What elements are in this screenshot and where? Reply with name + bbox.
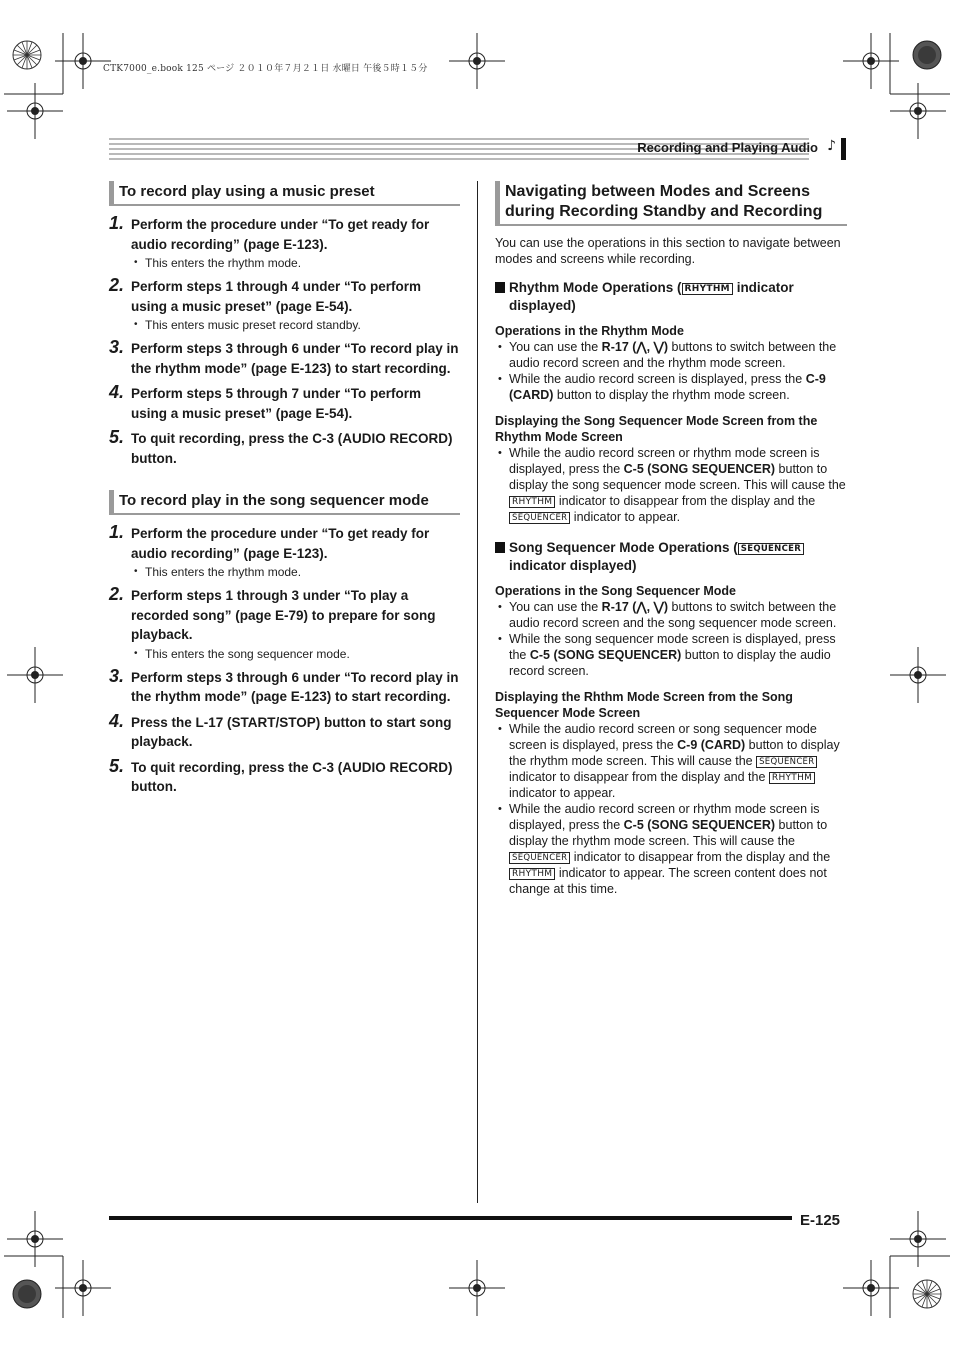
step-number: 2. — [109, 275, 125, 295]
step-text: Perform steps 3 through 6 under “To record play in the rhythm mode” (page E-123) to start recording. — [131, 669, 459, 704]
step-text: Perform the procedure under “To get ready for audio recording” (page E-123). — [131, 526, 430, 561]
subheading: Displaying the Rhthm Mode Screen from the Song Sequencer Mode Screen — [495, 690, 793, 720]
left-column — [109, 181, 460, 803]
music-note-icon: ♪ — [827, 138, 836, 154]
subsection-title: Rhythm Mode Operations ( — [509, 280, 682, 295]
step-number: 5. — [109, 755, 125, 776]
rhythm-indicator-icon: RHYTHM — [682, 283, 733, 295]
sequencer-indicator-icon: SEQUENCER — [509, 512, 570, 524]
subheading: Displaying the Song Sequencer Mode Screen from the Rhythm Mode Screen — [495, 414, 818, 444]
subheading: Operations in the Rhythm Mode — [495, 324, 684, 338]
bullet-list — [495, 339, 847, 403]
step-text: Press the L-17 (START/STOP) button to start song playback. — [131, 714, 452, 749]
button-name: R-17 (⋀, ⋁) — [601, 600, 669, 614]
song-sequencer-operations-heading — [495, 539, 847, 575]
step-text: Perform steps 1 through 4 under “To perform using a music preset” (page E-54). — [131, 279, 422, 314]
step-number: 1. — [109, 213, 125, 233]
sequencer-indicator-icon: SEQUENCER — [509, 852, 570, 864]
list-item: • While the audio record screen or rhythm mode screen is displayed, press the C-5 (SONG SEQUENCER) button to display the rhythm mode screen. This will cause the SEQUENCER indicator to disappear from the display and the RHYTHM indicator to appear. The screen content does not change at this time. — [495, 801, 847, 897]
step-number: 1. — [109, 522, 125, 542]
list-item: • You can use the R-17 (⋀, ⋁) buttons to switch between the audio record screen and the rhythm mode screen. — [495, 339, 847, 371]
footer-rule — [109, 1216, 792, 1220]
list-item: • While the audio record screen is displayed, press the C-9 (CARD) button to display the rhythm mode screen. — [495, 371, 847, 403]
step-text: Perform steps 3 through 6 under “To record play in the rhythm mode” (page E-123) to start recording. — [131, 341, 459, 376]
section-heading-music-preset: To record play using a music preset — [109, 181, 460, 206]
square-bullet-icon — [495, 282, 505, 293]
bullet-list — [495, 599, 847, 679]
step-number: 4. — [109, 710, 125, 731]
step-number: 2. — [109, 584, 125, 604]
rhythm-indicator-icon: RHYTHM — [509, 868, 555, 880]
step-number: 3. — [109, 337, 125, 357]
rhythm-mode-operations-heading — [495, 279, 847, 315]
running-header-title: Recording and Playing Audio — [637, 140, 818, 155]
step — [109, 429, 460, 468]
button-name: C-5 (SONG SEQUENCER) — [623, 462, 776, 476]
button-name: C-9 (CARD) — [677, 738, 746, 752]
button-name: C-5 (SONG SEQUENCER) — [623, 818, 776, 832]
step-note: • This enters music preset record standby. — [131, 317, 460, 333]
step — [109, 384, 460, 423]
heading-line: during Recording Standby and Recording — [505, 203, 823, 220]
step-text: To quit recording, press the C-3 (AUDIO RECORD) button. — [131, 431, 453, 466]
step — [109, 586, 460, 662]
list-item: • While the audio record screen or song sequencer mode screen is displayed, press the C-9 (CARD) button to display the rhythm mode screen. This will cause the SEQUENCER indicator to disappear from the display and the RHYTHM indicator to appear. — [495, 721, 847, 801]
heading-line: Navigating between Modes and Screens — [505, 183, 810, 200]
step — [109, 665, 460, 707]
subsection-title: Song Sequencer Mode Operations ( — [509, 540, 738, 555]
bullet-list — [495, 721, 847, 897]
list-item: • You can use the R-17 (⋀, ⋁) buttons to switch between the audio record screen and the song sequencer mode screen. — [495, 599, 847, 631]
step — [109, 215, 460, 271]
running-header — [109, 138, 846, 160]
button-name: R-17 (⋀, ⋁) — [601, 340, 669, 354]
step — [109, 755, 460, 797]
bullet-list — [495, 445, 847, 525]
list-item: • While the song sequencer mode screen is displayed, press the C-5 (SONG SEQUENCER) button to display the audio record screen. — [495, 631, 847, 679]
step — [109, 524, 460, 580]
step-text: Perform steps 1 through 3 under “To play a recorded song” (page E-79) to prepare for song playback. — [131, 588, 436, 642]
subsection-title: indicator displayed) — [509, 280, 794, 313]
step-number: 4. — [109, 382, 125, 402]
column-divider — [477, 181, 478, 1203]
page-number: E-125 — [800, 1212, 841, 1229]
rhythm-indicator-icon: RHYTHM — [509, 496, 555, 508]
header-tab-marker — [841, 138, 846, 160]
right-column — [495, 181, 847, 907]
subheading: Operations in the Song Sequencer Mode — [495, 584, 737, 598]
intro-paragraph: You can use the operations in this section to navigate between modes and screens while recording. — [495, 236, 841, 266]
step-note: • This enters the rhythm mode. — [131, 564, 460, 580]
step — [109, 710, 460, 752]
book-file-info: CTK7000_e.book 125 ページ ２０１０年７月２１日 水曜日 午後５時１５分 — [103, 64, 428, 74]
section-heading-song-sequencer: To record play in the song sequencer mode — [109, 490, 460, 515]
section-heading-navigating — [495, 181, 847, 226]
sequencer-indicator-icon: SEQUENCER — [756, 756, 817, 768]
step-note: • This enters the rhythm mode. — [131, 255, 460, 271]
subsection-title: indicator displayed) — [509, 558, 637, 573]
step-number: 3. — [109, 665, 125, 686]
step-text: To quit recording, press the C-3 (AUDIO RECORD) button. — [131, 759, 453, 794]
list-item: • While the audio record screen or rhythm mode screen is displayed, press the C-5 (SONG SEQUENCER) button to display the song sequencer mode screen. This will cause the RHYTHM indicator to disappear from the display and the SEQUENCER indicator to appear. — [495, 445, 847, 525]
step-text: Perform steps 5 through 7 under “To perform using a music preset” (page E-54). — [131, 386, 422, 421]
rhythm-indicator-icon: RHYTHM — [769, 772, 815, 784]
step-number: 5. — [109, 427, 125, 447]
square-bullet-icon — [495, 542, 505, 553]
step-text: Perform the procedure under “To get ready for audio recording” (page E-123). — [131, 217, 430, 252]
step — [109, 277, 460, 333]
step-note: • This enters the song sequencer mode. — [131, 646, 460, 662]
button-name: C-5 (SONG SEQUENCER) — [529, 648, 682, 662]
step — [109, 339, 460, 378]
button-name: C-9 (CARD) — [509, 372, 826, 402]
sequencer-indicator-icon: SEQUENCER — [738, 543, 804, 555]
